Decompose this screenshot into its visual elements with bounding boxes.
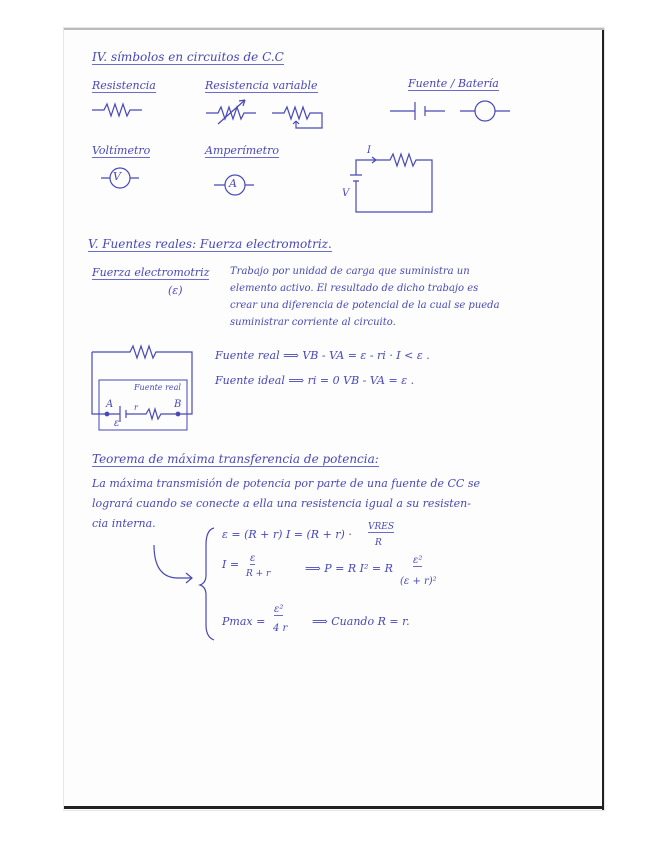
theorem-text-line3: cia interna. — [92, 517, 156, 530]
current-label: I — [367, 145, 371, 156]
real-source-box-label: Fuente real — [134, 383, 181, 392]
equation-1-numerator: VRES — [368, 522, 395, 532]
section5-heading: V. Fuentes reales: Fuerza electromotriz. — [88, 237, 332, 251]
resistor-symbol — [92, 104, 142, 116]
theorem-text-line1: La máxima transmisión de potencia por parte de una fuente de CC se — [92, 477, 480, 490]
equation-3-denominator: 4 r — [273, 623, 288, 634]
equation-2-lhs: I = — [222, 558, 240, 571]
node-a-label: A — [106, 399, 114, 410]
equation-2-denominator-2: (ε + r)² — [400, 576, 437, 587]
equation-3-lhs: Pmax = — [222, 615, 266, 628]
equations-brace — [200, 528, 214, 640]
label-resistencia: Resistencia — [92, 79, 156, 92]
label-voltimetro: Voltímetro — [92, 144, 151, 157]
dc-source-symbol — [475, 101, 495, 121]
section6-heading: Teorema de máxima transferencia de potencia: — [92, 452, 379, 466]
equation-2-denominator: R + r — [246, 569, 271, 579]
equation-2-numerator: ε — [250, 553, 256, 564]
internal-resistance-label: r — [134, 403, 138, 412]
fem-definition-line2: elemento activo. El resultado de dicho trabajo es — [230, 283, 479, 294]
label-resistencia-variable: Resistencia variable — [205, 79, 318, 92]
voltage-label: V — [342, 188, 350, 199]
voltmeter-letter: V — [113, 170, 121, 183]
equation-1: ε = (R + r) I = (R + r) · — [222, 528, 352, 541]
equation-2-numerator-2: ε² — [413, 555, 423, 566]
equation-3-numerator: ε² — [274, 604, 284, 615]
fem-symbol: (ε) — [168, 284, 183, 297]
fem-label: Fuerza electromotriz — [92, 266, 210, 279]
equation-real-source: Fuente real ⟹ VB - VA = ε - ri · I < ε . — [215, 349, 430, 362]
theorem-text-line2: logrará cuando se conecte a ella una resistencia igual a su resisten- — [92, 497, 471, 510]
emf-small-label: ε — [114, 418, 120, 429]
potentiometer-symbol — [272, 107, 322, 128]
equation-3-rhs: ⟹ Cuando R = r. — [312, 615, 410, 628]
equation-2-middle: ⟹ P = R I² = R — [305, 562, 393, 575]
node-b-label: B — [174, 399, 182, 410]
ammeter-letter: A — [229, 177, 237, 190]
example-circuit — [356, 154, 432, 212]
label-amperimetro: Amperímetro — [205, 144, 279, 157]
battery-symbol — [390, 102, 445, 120]
equation-ideal-source: Fuente ideal ⟹ ri = 0 VB - VA = ε . — [215, 374, 415, 387]
fem-definition-line3: crear una diferencia de potencial de la cual se pueda — [230, 300, 500, 311]
section4-heading: IV. símbolos en circuitos de C.C — [92, 50, 284, 64]
fem-definition-line1: Trabajo por unidad de carga que suministra un — [230, 266, 470, 277]
arrow-hook — [154, 545, 192, 583]
label-fuente-bateria: Fuente / Batería — [408, 77, 499, 90]
equation-1-denominator: R — [375, 538, 382, 548]
fem-definition-line4: suministrar corriente al circuito. — [230, 317, 396, 328]
